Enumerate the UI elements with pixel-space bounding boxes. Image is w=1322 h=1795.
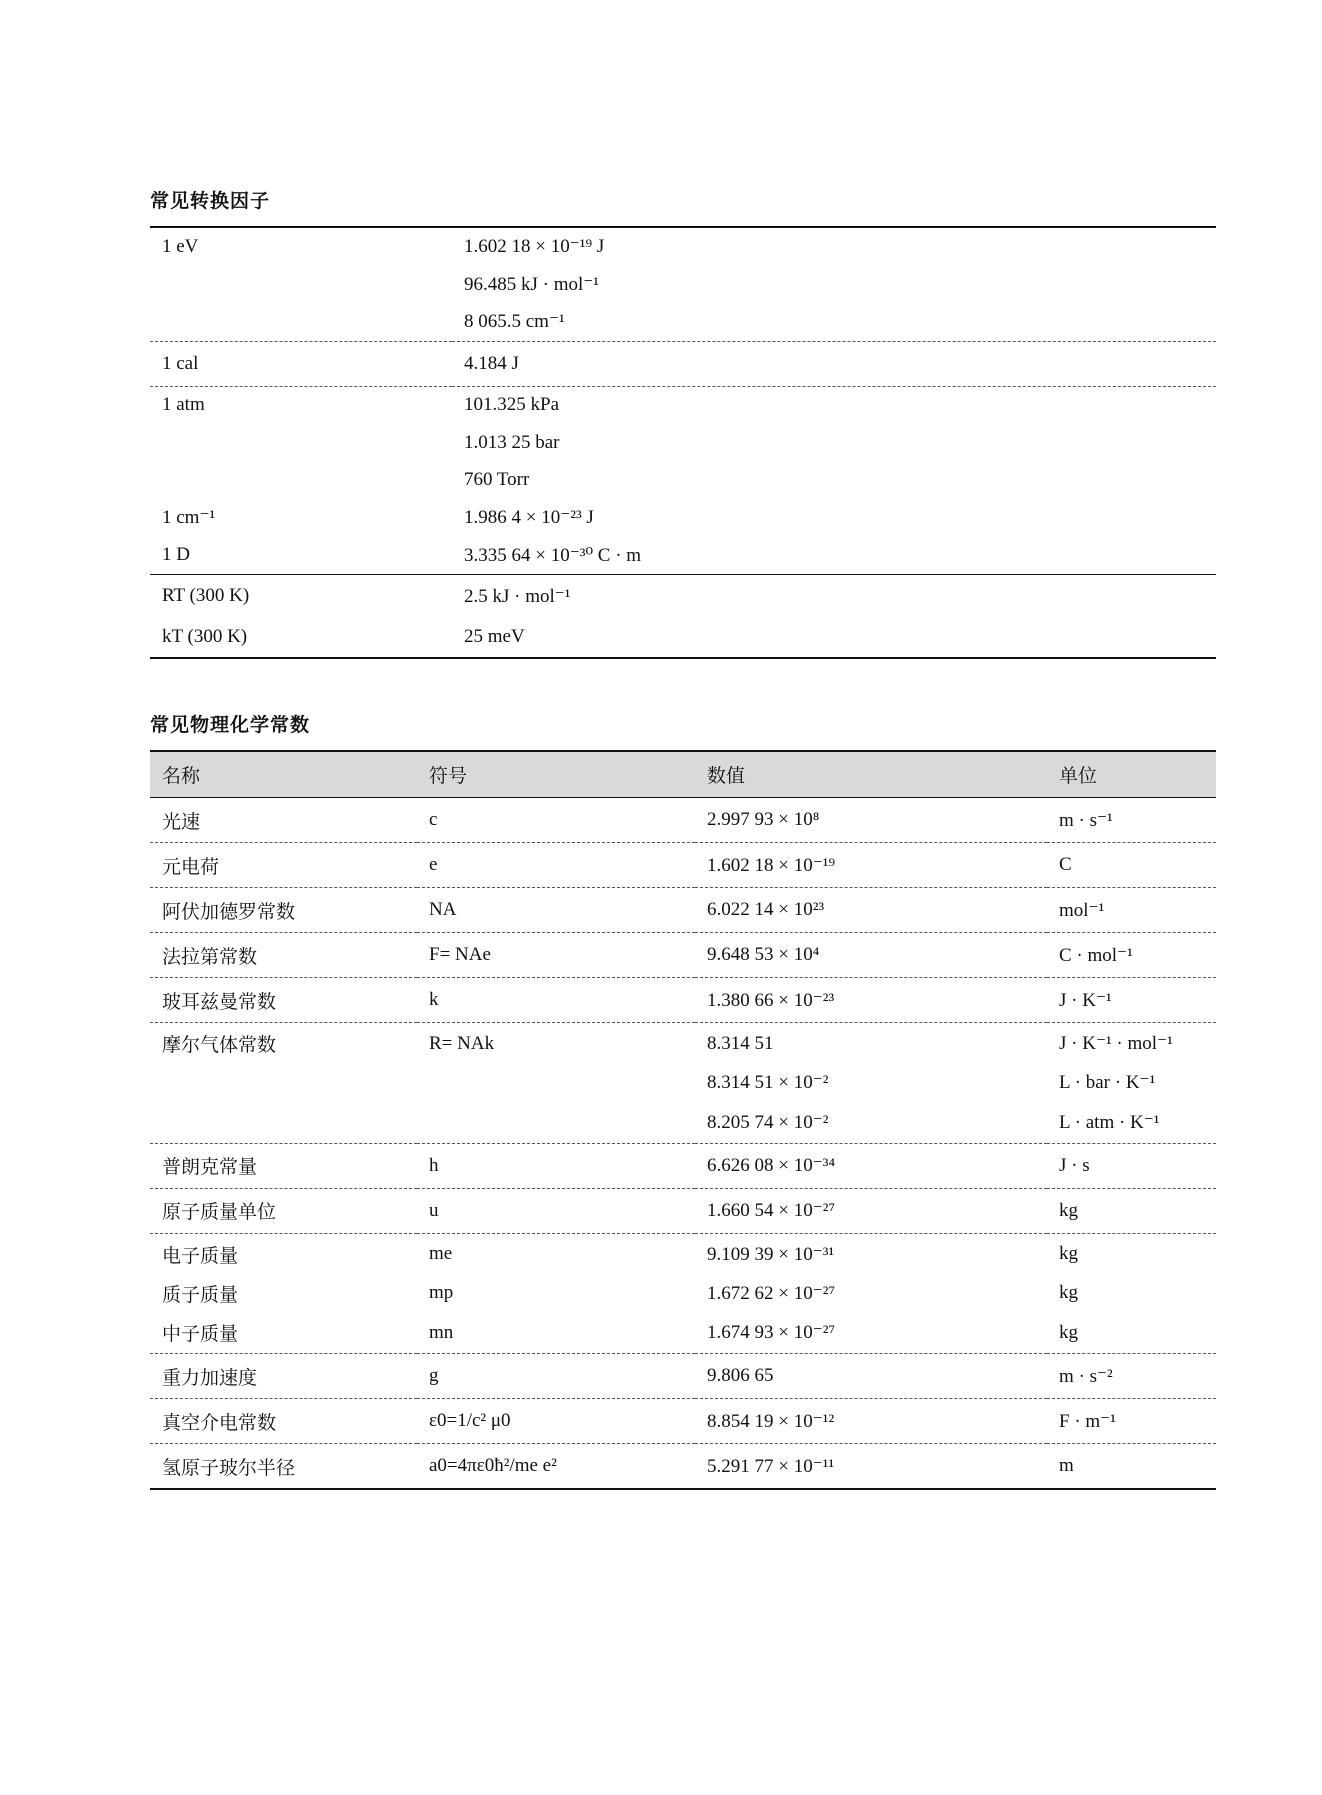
constant-unit: m · s⁻¹: [1059, 809, 1113, 831]
constant-name: 真空介电常数: [150, 1399, 417, 1444]
constant-symbol: a0=4πε0ħ²/me e²: [417, 1444, 695, 1490]
constant-value: 6.022 14 × 10²³: [695, 888, 1047, 933]
constant-unit: m: [1047, 1444, 1216, 1490]
conversion-value: 101.325 kPa: [452, 386, 1216, 424]
conversion-label: [150, 303, 452, 341]
table-row: [150, 1188, 1216, 1233]
constant-value: 8.205 74 × 10⁻²: [707, 1111, 829, 1133]
constant-unit: kg: [1047, 1233, 1216, 1275]
constant-symbol: me: [417, 1233, 695, 1275]
conversion-label: 1 cm⁻¹: [162, 507, 216, 529]
constant-name: 中子质量: [162, 1323, 239, 1345]
constant-unit: m · s⁻²: [1047, 1354, 1216, 1399]
table-row: [150, 843, 1216, 888]
constant-name: 电子质量: [150, 1233, 417, 1275]
table-row: [150, 1233, 1216, 1275]
constant-value: 9.806 65: [695, 1354, 1047, 1399]
constants-table: [150, 750, 1216, 1490]
table-row: [150, 888, 1216, 933]
constant-symbol: R= NAk: [417, 1023, 695, 1065]
constant-name: 氢原子玻尔半径: [150, 1444, 417, 1490]
constant-value: 9.109 39 × 10⁻³¹: [695, 1233, 1047, 1275]
constant-symbol: [417, 1064, 695, 1102]
table-row: [150, 386, 1216, 424]
table-row: [150, 978, 1216, 1023]
table-row: [150, 1102, 1216, 1144]
constant-value: 9.648 53 × 10⁴: [695, 933, 1047, 978]
constant-name: [150, 1102, 417, 1144]
constant-symbol: mp: [429, 1282, 454, 1304]
conversion-label: 1 cal: [150, 341, 452, 386]
constant-name: 法拉第常数: [150, 933, 417, 978]
constant-name: 阿伏加德罗常数: [150, 888, 417, 933]
constant-value: 1.602 18 × 10⁻¹⁹: [695, 843, 1047, 888]
conversion-label: [150, 266, 452, 304]
constant-unit: J · s: [1047, 1143, 1216, 1188]
conversion-label: 1 eV: [150, 227, 452, 266]
constant-value: 1.674 93 × 10⁻²⁷: [707, 1322, 836, 1343]
constant-name: 普朗克常量: [150, 1143, 417, 1188]
conversion-value: 760 Torr: [464, 469, 530, 491]
constant-value: 1.672 62 × 10⁻²⁷: [707, 1282, 836, 1304]
constant-name: 元电荷: [150, 843, 417, 888]
table-row: [150, 1023, 1216, 1065]
conversion-label: kT (300 K): [150, 617, 452, 658]
constant-unit: mol⁻¹: [1047, 888, 1216, 933]
table-row: [150, 798, 1216, 843]
constant-value: 1.380 66 × 10⁻²³: [695, 978, 1047, 1023]
constant-name: 光速: [162, 810, 201, 833]
conversion-label: 1 atm: [150, 386, 452, 424]
table-row: [150, 1275, 1216, 1313]
constant-value: 1.660 54 × 10⁻²⁷: [695, 1188, 1047, 1233]
conversion-value: 1.013 25 bar: [464, 431, 560, 453]
conversion-value: 3.335 64 × 10⁻³⁰ C · m: [464, 544, 642, 566]
constant-unit: F · m⁻¹: [1047, 1399, 1216, 1444]
header-unit: 单位: [1047, 751, 1216, 798]
constant-symbol: [417, 1102, 695, 1144]
conversion-value: 25 meV: [452, 617, 1216, 658]
constant-unit: J · K⁻¹ · mol⁻¹: [1047, 1023, 1216, 1065]
table-row: [150, 227, 1216, 266]
constant-value: 2.997 93 × 10⁸: [707, 809, 820, 830]
table-row: [150, 499, 1216, 537]
table-row: [150, 1312, 1216, 1354]
conversion-value: 8 065.5 cm⁻¹: [464, 311, 565, 333]
constant-name: 重力加速度: [150, 1354, 417, 1399]
constant-symbol: h: [417, 1143, 695, 1188]
conversion-label: [150, 462, 452, 500]
constant-symbol: u: [417, 1188, 695, 1233]
table-row: [150, 341, 1216, 386]
header-name: 名称: [150, 751, 417, 798]
constant-symbol: g: [417, 1354, 695, 1399]
constant-unit: L · atm · K⁻¹: [1059, 1111, 1160, 1133]
table-row: [150, 617, 1216, 658]
table-row: [150, 933, 1216, 978]
constant-symbol: e: [417, 843, 695, 888]
constant-name: 原子质量单位: [150, 1188, 417, 1233]
table-row: [150, 1354, 1216, 1399]
conversion-value: 1.602 18 × 10⁻¹⁹ J: [452, 227, 1216, 266]
constant-value: 6.626 08 × 10⁻³⁴: [695, 1143, 1047, 1188]
constant-name: 质子质量: [162, 1283, 239, 1306]
conversion-section-title: 常见转换因子: [150, 190, 271, 212]
constant-value: 8.314 51: [695, 1023, 1047, 1065]
table-row: [150, 303, 1216, 341]
constant-symbol: c: [429, 809, 438, 830]
conversion-value: 4.184 J: [452, 341, 1216, 386]
conversion-label: 1 D: [162, 544, 190, 566]
conversion-label: [150, 424, 452, 462]
constant-unit: J · K⁻¹: [1047, 978, 1216, 1023]
table-row: [150, 266, 1216, 304]
conversion-label: RT (300 K): [150, 575, 452, 618]
table-row: [150, 1064, 1216, 1102]
constant-name: 玻耳兹曼常数: [150, 978, 417, 1023]
constant-unit: C: [1047, 843, 1216, 888]
table-row: [150, 424, 1216, 462]
conversion-value: 2.5 kJ · mol⁻¹: [452, 575, 1216, 618]
constant-symbol: mn: [429, 1321, 454, 1343]
table-row: [150, 1444, 1216, 1490]
conversion-table: [150, 226, 1216, 659]
conversion-value: 1.986 4 × 10⁻²³ J: [464, 507, 594, 529]
constant-value: 5.291 77 × 10⁻¹¹: [695, 1444, 1047, 1490]
constant-unit: kg: [1059, 1282, 1078, 1304]
constant-symbol: NA: [417, 888, 695, 933]
constants-section-title: 常见物理化学常数: [150, 714, 311, 736]
constant-unit: kg: [1059, 1321, 1078, 1343]
constant-symbol: F= NAe: [417, 933, 695, 978]
table-row: [150, 1399, 1216, 1444]
constant-symbol: ε0=1/c² μ0: [417, 1399, 695, 1444]
table-row: [150, 1143, 1216, 1188]
header-symbol: 符号: [417, 751, 695, 798]
table-row: [150, 575, 1216, 618]
table-row: [150, 462, 1216, 500]
header-value: 数值: [695, 751, 1047, 798]
constant-value: 8.854 19 × 10⁻¹²: [695, 1399, 1047, 1444]
constant-unit: C · mol⁻¹: [1047, 933, 1216, 978]
conversion-value: 96.485 kJ · mol⁻¹: [464, 273, 600, 295]
constant-name: [150, 1064, 417, 1102]
constant-unit: L · bar · K⁻¹: [1059, 1072, 1156, 1094]
constant-unit: kg: [1047, 1188, 1216, 1233]
constant-name: 摩尔气体常数: [150, 1023, 417, 1065]
table-header-row: [150, 751, 1216, 798]
constant-symbol: k: [417, 978, 695, 1023]
constant-value: 8.314 51 × 10⁻²: [707, 1072, 829, 1094]
table-row: [150, 537, 1216, 575]
